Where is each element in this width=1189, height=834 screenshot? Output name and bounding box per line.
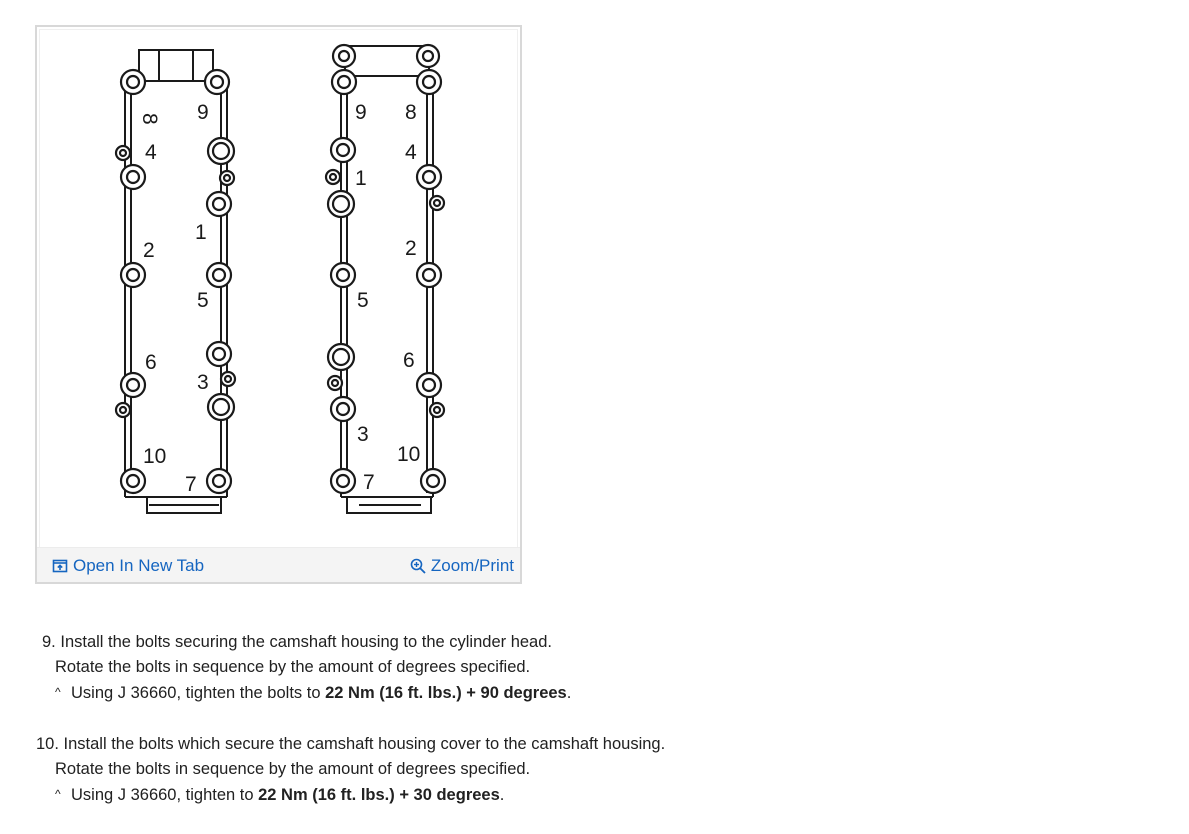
caret-icon: ^ (55, 787, 61, 801)
step-detail-suffix: . (566, 684, 572, 702)
caret-icon: ^ (55, 685, 61, 699)
left-label-10: 10 (143, 445, 167, 468)
right-label-8: 8 (405, 101, 417, 124)
step-text: Install the bolts securing the camshaft housing to the cylinder head. (60, 633, 552, 651)
procedure-steps (36, 630, 836, 834)
step-10 (36, 732, 836, 808)
open-new-tab-icon (52, 558, 68, 574)
open-in-new-tab-link[interactable] (52, 556, 204, 576)
left-label-8: 8 (138, 113, 161, 125)
figure-toolbar (37, 547, 520, 582)
left-label-1: 1 (195, 221, 207, 244)
step-10-line-2: Rotate the bolts in sequence by the amount of degrees specified. (55, 760, 531, 778)
step-10-line-3 (36, 782, 836, 808)
left-label-7: 7 (185, 473, 197, 496)
right-sequence-labels (355, 101, 420, 494)
left-label-4: 4 (145, 141, 157, 164)
right-label-2: 2 (405, 237, 417, 260)
left-label-5: 5 (197, 289, 209, 312)
torque-spec: 22 Nm (16 ft. lbs.) + 90 degrees (325, 684, 567, 702)
step-text: Install the bolts which secure the camshaft housing cover to the camshaft housing. (63, 735, 666, 753)
right-label-5: 5 (357, 289, 369, 312)
step-9-line-2: Rotate the bolts in sequence by the amount of degrees specified. (55, 658, 531, 676)
step-detail-text: Using J 36660, tighten the bolts to (71, 684, 326, 702)
step-9 (36, 630, 836, 706)
right-label-10: 10 (397, 443, 421, 466)
step-detail-suffix: . (499, 786, 505, 804)
right-label-3: 3 (357, 423, 369, 446)
zoom-in-icon (410, 558, 426, 574)
bolt-sequence-diagram[interactable] (37, 27, 520, 547)
left-sequence-labels (138, 101, 209, 496)
right-label-1: 1 (355, 167, 367, 190)
zoom-print-link[interactable] (410, 556, 514, 576)
left-label-6: 6 (145, 351, 157, 374)
open-in-new-tab-label: Open In New Tab (73, 556, 205, 575)
left-label-3: 3 (197, 371, 209, 394)
right-label-9: 9 (355, 101, 367, 124)
right-label-7: 7 (363, 471, 375, 494)
step-9-line-3 (36, 680, 836, 706)
right-label-4: 4 (405, 141, 417, 164)
torque-spec: 22 Nm (16 ft. lbs.) + 30 degrees (258, 786, 500, 804)
step-number: 9. (42, 633, 56, 651)
left-label-9: 9 (197, 101, 209, 124)
right-label-6: 6 (403, 349, 415, 372)
zoom-print-label: Zoom/Print (430, 556, 514, 575)
left-label-2: 2 (143, 239, 155, 262)
bolt-heads (116, 45, 445, 493)
step-number: 10. (36, 735, 59, 753)
figure-container (35, 25, 522, 584)
step-10-line-1 (36, 732, 836, 757)
step-9-line-1 (36, 630, 836, 655)
step-detail-text: Using J 36660, tighten to (71, 786, 259, 804)
